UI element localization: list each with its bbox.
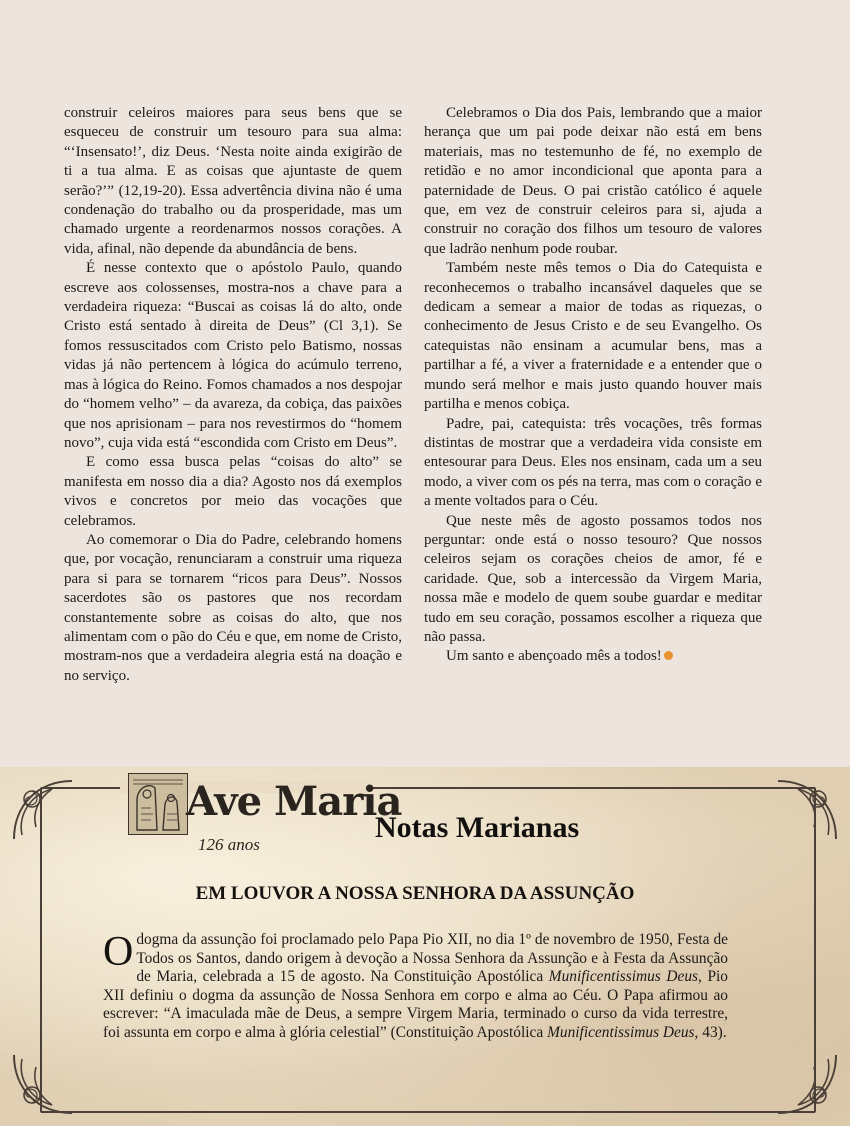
corner-ornament-icon: [8, 1049, 78, 1119]
document-title: Munificentissimus Deus: [548, 968, 699, 986]
article-heading: EM LOUVOR A NOSSA SENHORA DA ASSUNÇÃO: [195, 883, 635, 904]
paragraph: Padre, pai, catequista: três vocações, três formas distintas de mostrar que a verdadeira vida consiste em entesourar para Deus. Eles nos ensinam, cada um a seu modo, a viver com os pés na terra, mas com o coração e a mente voltados para o Céu.: [424, 415, 762, 510]
drop-cap: O: [103, 929, 134, 975]
paragraph: Também neste mês temos o Dia do Catequista e reconhecemos o trabalho incansável daqueles que se dedicam a semear a maior de todas as riquezas, o conhecimento de Jesus Cristo e de seu Evangelho. Os catequistas não ensinam a acumular bens, mas a partilhar a fé, a viver a fraternidade e a entender que o mundo será melhor e mais justo quando houver mais partilha e menos cobiça.: [424, 260, 762, 413]
article-columns: [64, 104, 762, 686]
body-text: dogma da assunção foi proclamado pelo Papa Pio XII, no dia 1º de novembro de 1950, Festa de Todos os Santos, dando origem à devoção a Nossa Senhora da Assunção e à Festa da Assunção de Maria, celebrada a 15 de agosto. Na Constituição Apostólica: [136, 931, 728, 986]
paragraph: construir celeiros maiores para seus bens que se esqueceu de construir um tesouro para sua alma: “‘Insensato!’, diz Deus. ‘Nesta noite ainda exigirão de ti a tua alma. E as coisas que ajuntaste de quem serão?’” (12,19-20). Essa advertência divina não é uma condenação do trabalho ou da prosperidade, mas um chamado urgente a reordenarmos nossos corações. A vida, afinal, não depende da abundância de bens.: [64, 105, 402, 257]
paragraph: Ao comemorar o Dia do Padre, celebrando homens que, por vocação, renunciaram a construir uma riqueza para si para se tornarem “ricos para Deus”. Nossos sacerdotes são os pastores que nos recordam constantemente sobre as coisas do alto, que nos alimentam com o pão do Céu e que, em nome de Cristo, mostram-nos que a verdadeira alegria está na doação e no serviço.: [64, 531, 402, 684]
section-title: Notas Marianas: [375, 811, 580, 844]
body-text: , 43).: [694, 1023, 727, 1041]
paragraph: E como essa busca pelas “coisas do alto” se manifesta em nosso dia a dia? Agosto nos dá exemplos vivos e concretos por meio das vocações que celebramos.: [64, 454, 402, 529]
logo-subtitle: 126 anos: [198, 835, 260, 854]
end-mark-icon: [664, 651, 673, 660]
paragraph: Que neste mês de agosto possamos todos nos perguntar: onde está o nosso tesouro? Que nossos celeiros sejam os corações cheios de amor, fé e caridade. Que, sob a intercessão da Virgem Maria, nossa mãe e modelo de quem soube guardar e meditar tudo em seu coração, possamos escolher a riqueza que não passa.: [424, 512, 762, 645]
corner-ornament-icon: [772, 1049, 842, 1119]
left-column: [64, 104, 402, 686]
document-title: Munificentissimus Deus: [547, 1023, 695, 1041]
closing-paragraph: [424, 647, 762, 666]
corner-ornament-icon: [772, 775, 842, 845]
annunciation-engraving-icon: [128, 773, 188, 835]
closing-text: Um santo e abençoado mês a todos!: [446, 648, 662, 665]
paragraph: Celebramos o Dia dos Pais, lembrando que a maior herança que um pai pode deixar não está em bens materiais, mas no testemunho de fé, no exemplo de retidão e no amor incondicional que aponta para a paternidade de Deus. O pai cristão católico é aquele que, em vez de construir celeiros para si, ajuda a construir no coração dos filhos um tesouro de valores que ladrão nenhum pode roubar.: [424, 105, 762, 257]
notas-marianas-panel: [0, 767, 850, 1126]
right-column: [424, 104, 762, 686]
logo-title: Ave Maria: [186, 778, 402, 825]
article-body: [103, 931, 728, 1043]
corner-ornament-icon: [8, 775, 78, 845]
paragraph: É nesse contexto que o apóstolo Paulo, quando escreve aos colossenses, mostra-nos a chave para a verdadeira riqueza: “Buscai as coisas lá do alto, onde Cristo está sentado à direita de Deus” (Cl 3,1). Se fomos ressuscitados com Cristo pelo Batismo, nossas vidas já não pertencem à lógica do acúmulo terreno, mas à lógica do Reino. Fomos chamados a nos despojar do “homem velho” – da avareza, da cobiça, das paixões que nos aprisionam – para nos revestirmos do “homem novo”, cuja vida está “escondida com Cristo em Deus”.: [64, 260, 402, 451]
body-text: , Pio XII definiu o dogma da assunção de Nossa Senhora em corpo e alma ao Céu. O Papa afirmou ao escrever: “A imaculada mãe de Deus, a sempre Virgem Maria, terminado o curso da vida terrestre, foi assunta em corpo e alma à glória celestial” (Constituição Apostólica: [103, 968, 728, 1041]
